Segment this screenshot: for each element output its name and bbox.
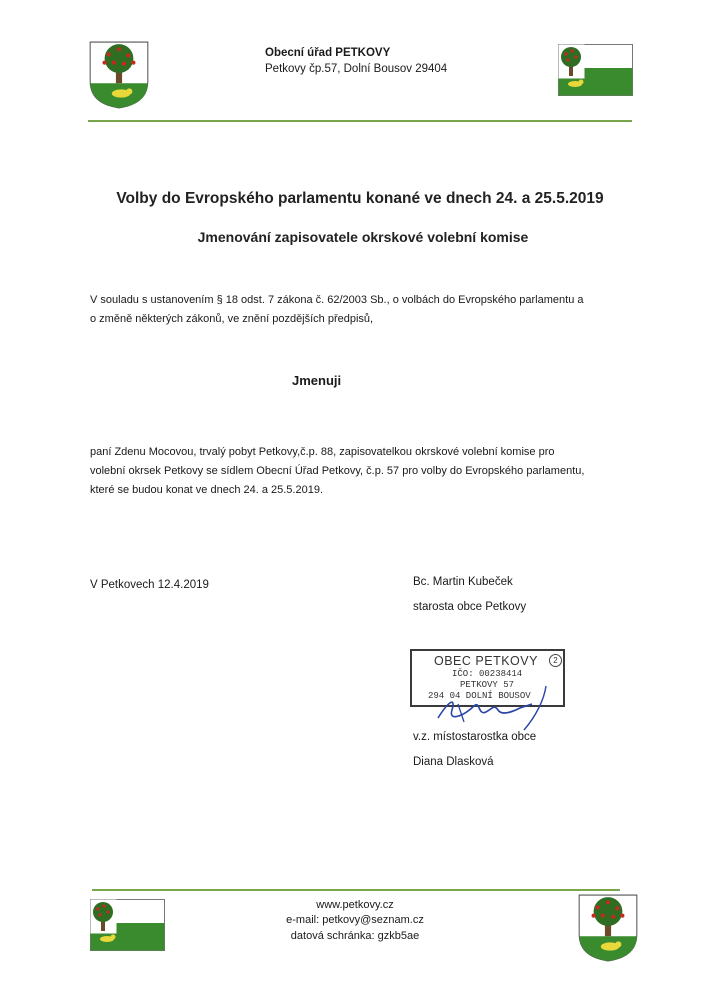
coat-of-arms-flag-icon bbox=[558, 44, 633, 96]
office-address: Petkovy čp.57, Dolní Bousov 29404 bbox=[265, 63, 448, 75]
body-line: paní Zdenu Mocovou, trvalý pobyt Petkovy,č.p. 88, zapisovatelkou okrskové volební komise pro bbox=[90, 446, 555, 458]
place-date: V Petkovech 12.4.2019 bbox=[90, 579, 209, 591]
office-name: Obecní úřad PETKOVY bbox=[265, 47, 391, 59]
header-rule bbox=[88, 120, 632, 122]
stamp-name: OBEC PETKOVY bbox=[434, 654, 538, 668]
coat-of-arms-shield-icon bbox=[88, 40, 150, 110]
deputy-role: v.z. místostarostka obce bbox=[413, 731, 537, 743]
intro-line: o změně některých zákonů, ve znění pozdějších předpisů, bbox=[90, 313, 374, 325]
signer-role: starosta obce Petkovy bbox=[413, 601, 527, 613]
deputy-name: Diana Dlasková bbox=[413, 756, 494, 768]
footer-email[interactable]: e-mail: petkovy@seznam.cz bbox=[286, 914, 424, 926]
stamp-city: 294 04 DOLNÍ BOUSOV bbox=[428, 691, 531, 701]
body-line: volební okrsek Petkovy se sídlem Obecní Úřad Petkovy, č.p. 57 pro volby do Evropského parlamentu, bbox=[90, 465, 585, 477]
document-subtitle: Jmenování zapisovatele okrskové volební komise bbox=[197, 229, 529, 245]
document-title: Volby do Evropského parlamentu konané ve dnech 24. a 25.5.2019 bbox=[116, 190, 604, 207]
handwritten-signature bbox=[428, 682, 578, 734]
intro-paragraph bbox=[90, 291, 650, 329]
intro-line: V souladu s ustanovením § 18 odst. 7 zákona č. 62/2003 Sb., o volbách do Evropského parlamentu a bbox=[90, 294, 584, 306]
stamp-ico: IČO: 00238414 bbox=[452, 669, 523, 679]
footer-databox: datová schránka: gzkb5ae bbox=[290, 930, 420, 942]
footer-web[interactable]: www.petkovy.cz bbox=[316, 899, 394, 911]
appoint-heading: Jmenuji bbox=[292, 373, 342, 388]
signer-name: Bc. Martin Kubeček bbox=[413, 576, 513, 588]
footer-rule bbox=[92, 889, 620, 891]
stamp-number: 2 bbox=[549, 654, 562, 667]
body-line: které se budou konat ve dnech 24. a 25.5.2019. bbox=[90, 484, 324, 496]
stamp-street: PETKOVY 57 bbox=[460, 680, 515, 690]
body-paragraph bbox=[90, 443, 650, 500]
